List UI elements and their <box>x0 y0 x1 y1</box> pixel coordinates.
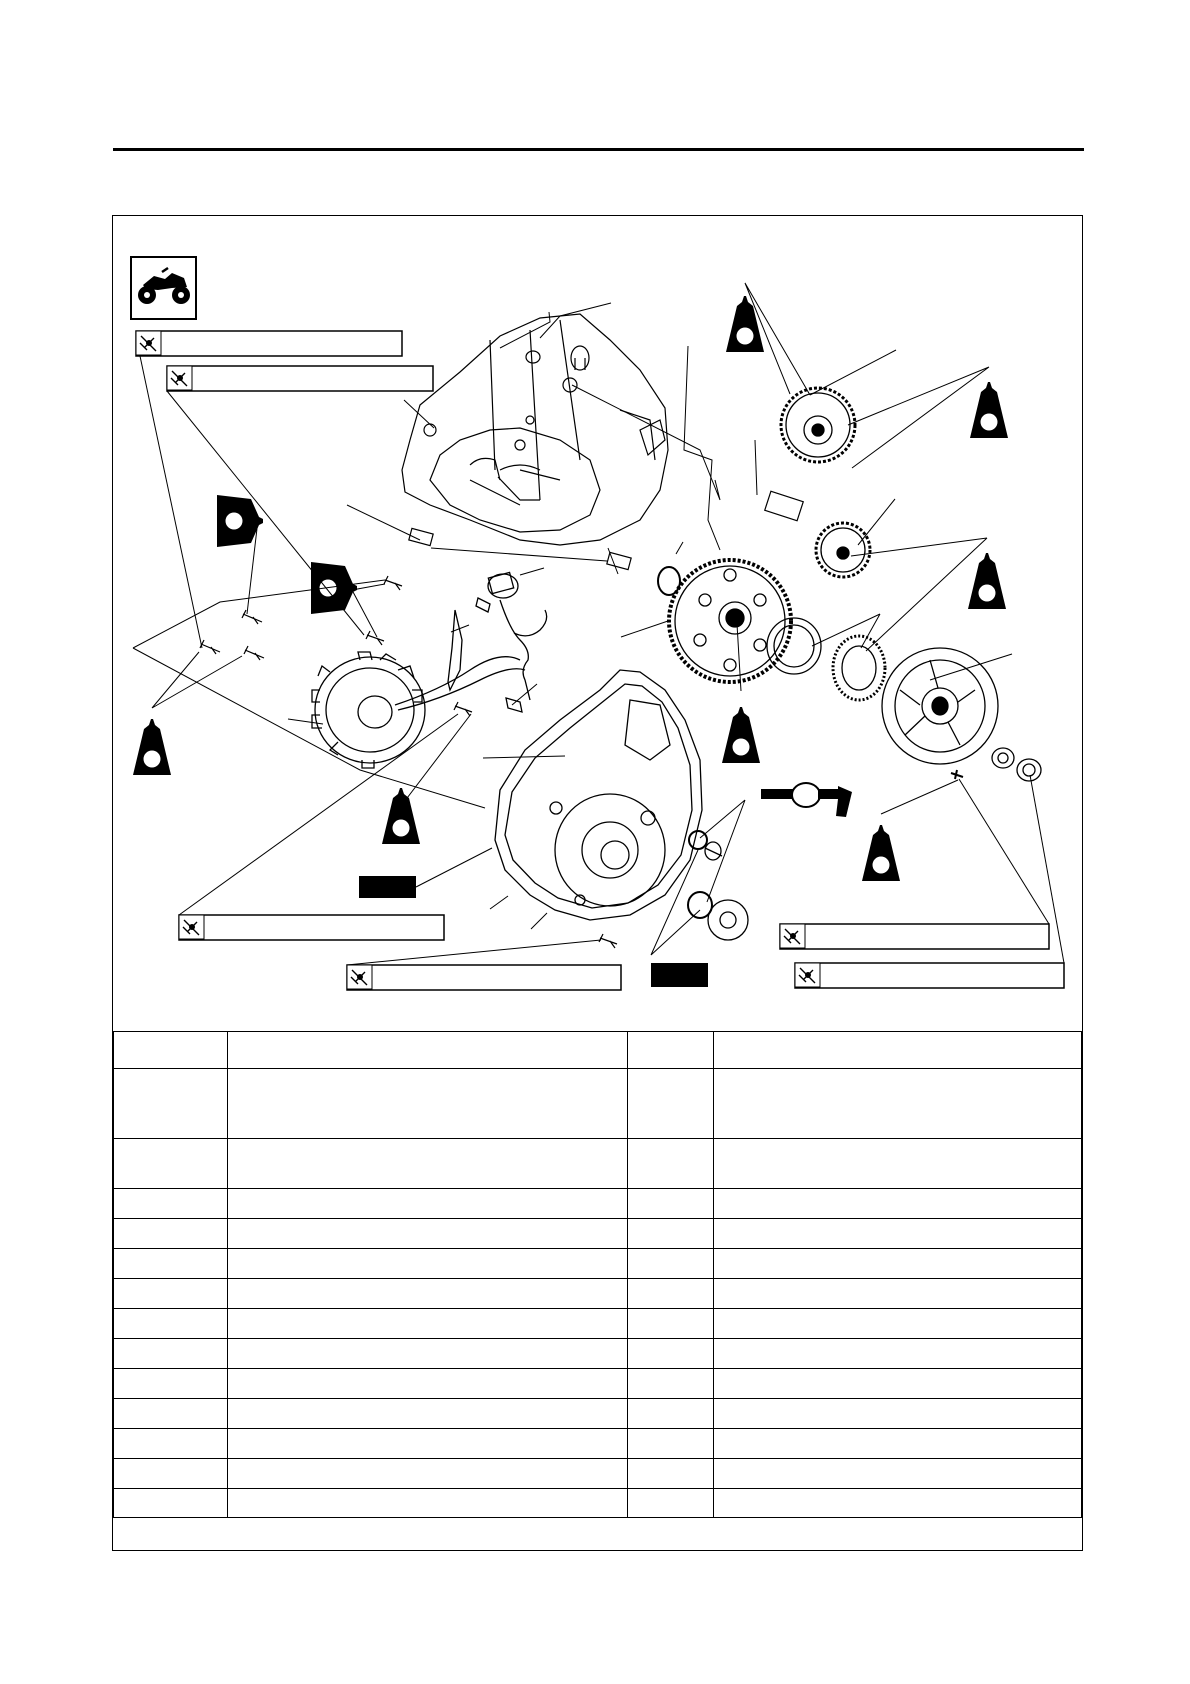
table-cell <box>628 1189 714 1219</box>
table-cell <box>228 1139 628 1189</box>
table-cell <box>228 1309 628 1339</box>
table-row <box>114 1459 1082 1489</box>
table-row <box>114 1189 1082 1219</box>
table-cell <box>714 1189 1082 1219</box>
table-cell <box>628 1399 714 1429</box>
table-cell <box>114 1459 228 1489</box>
small-gear <box>816 523 870 577</box>
plugs-and-o-rings <box>688 831 748 940</box>
table-cell <box>114 1399 228 1429</box>
table-cell <box>114 1279 228 1309</box>
table-cell <box>228 1189 628 1219</box>
table-cell <box>228 1489 628 1518</box>
atv-icon <box>131 257 196 319</box>
table-cell <box>228 1219 628 1249</box>
table-cell <box>228 1032 628 1069</box>
torque-label-top-2 <box>167 366 433 391</box>
table-row <box>114 1139 1082 1189</box>
table-cell <box>628 1139 714 1189</box>
table-cell <box>714 1429 1082 1459</box>
table-cell <box>228 1069 628 1139</box>
washer-and-nut <box>951 748 1041 781</box>
torque-label-bottom-left <box>179 915 444 940</box>
table-row <box>114 1399 1082 1429</box>
table-cell <box>114 1219 228 1249</box>
table-cell <box>228 1339 628 1369</box>
idle-gear <box>781 388 855 462</box>
table-cell <box>228 1249 628 1279</box>
table-cell <box>628 1219 714 1249</box>
dowel-pins <box>409 491 803 569</box>
parts-table <box>113 1031 1082 1518</box>
table-row <box>114 1249 1082 1279</box>
table-cell <box>714 1032 1082 1069</box>
sealant-applicator-icon <box>761 783 852 817</box>
table-row <box>114 1489 1082 1518</box>
table-row <box>114 1429 1082 1459</box>
table-row <box>114 1279 1082 1309</box>
washer <box>658 567 680 595</box>
table-cell <box>228 1429 628 1459</box>
table-cell <box>628 1069 714 1139</box>
table-cell <box>714 1339 1082 1369</box>
table-cell <box>114 1489 228 1518</box>
table-cell <box>114 1429 228 1459</box>
table-cell <box>628 1489 714 1518</box>
table-cell <box>114 1339 228 1369</box>
table-cell <box>628 1339 714 1369</box>
table-cell <box>114 1069 228 1139</box>
table-cell <box>714 1069 1082 1139</box>
torque-label-bottom-right-1 <box>780 924 1049 949</box>
table-cell <box>114 1139 228 1189</box>
table-cell <box>114 1309 228 1339</box>
torque-label-top-1 <box>136 331 402 356</box>
table-cell <box>628 1429 714 1459</box>
table-cell <box>714 1249 1082 1279</box>
table-row <box>114 1219 1082 1249</box>
table-cell <box>628 1032 714 1069</box>
sealant-tag-center <box>651 963 708 987</box>
table-cell <box>114 1189 228 1219</box>
table-cell <box>114 1032 228 1069</box>
table-cell <box>628 1459 714 1489</box>
table-cell <box>714 1139 1082 1189</box>
table-cell <box>228 1459 628 1489</box>
table-cell <box>228 1399 628 1429</box>
stator-cover <box>495 670 702 920</box>
table-cell <box>714 1369 1082 1399</box>
table-row <box>114 1369 1082 1399</box>
table-cell <box>628 1249 714 1279</box>
table-cell <box>628 1369 714 1399</box>
table-cell <box>714 1489 1082 1518</box>
stator-coil <box>312 652 525 768</box>
table-row <box>114 1032 1082 1069</box>
table-cell <box>714 1459 1082 1489</box>
table-cell <box>714 1219 1082 1249</box>
torque-label-bottom-center <box>347 965 621 990</box>
table-row <box>114 1309 1082 1339</box>
table-cell <box>628 1279 714 1309</box>
table-cell <box>714 1309 1082 1339</box>
table-cell <box>628 1309 714 1339</box>
table-cell <box>714 1279 1082 1309</box>
torque-label-bottom-right-2 <box>795 963 1064 988</box>
table-cell <box>228 1279 628 1309</box>
sealant-tag-left <box>359 876 416 898</box>
crankcase <box>402 314 668 545</box>
rotor <box>882 648 998 764</box>
table-row <box>114 1339 1082 1369</box>
table-row <box>114 1069 1082 1139</box>
table-cell <box>114 1369 228 1399</box>
table-cell <box>228 1369 628 1399</box>
pickup-coil <box>448 572 547 712</box>
table-cell <box>114 1249 228 1279</box>
table-cell <box>714 1399 1082 1429</box>
